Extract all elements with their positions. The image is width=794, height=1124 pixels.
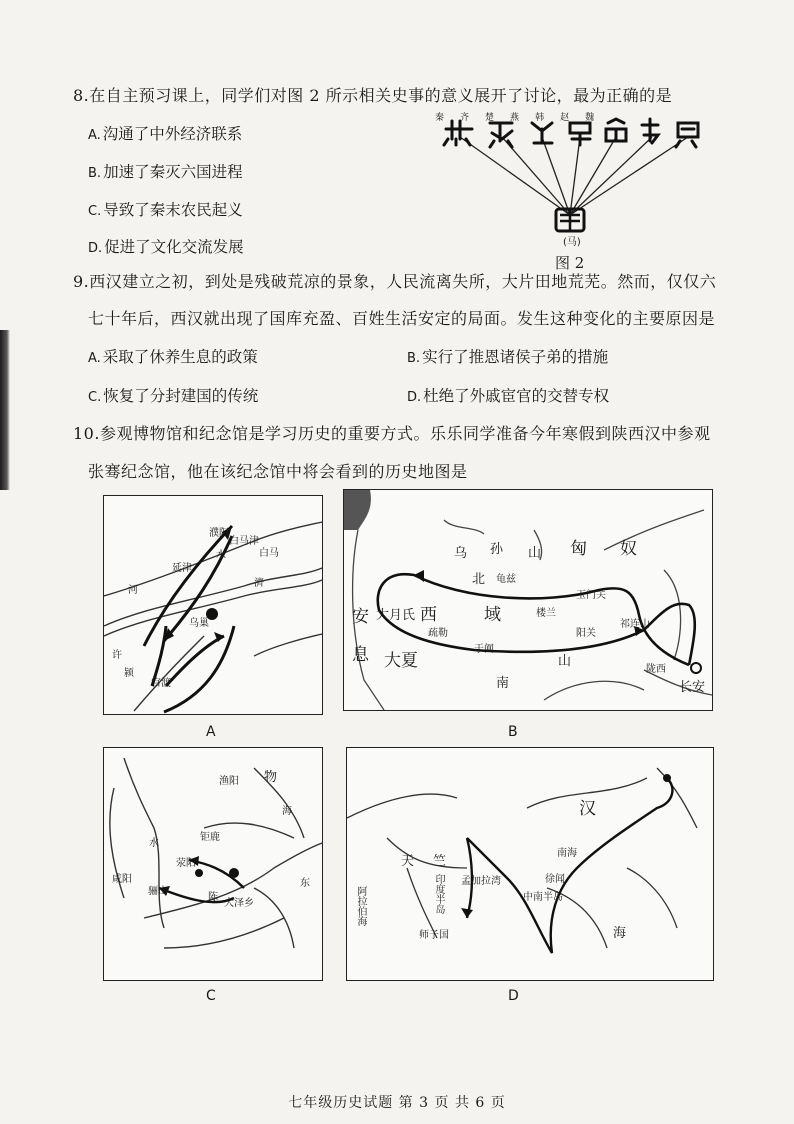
map-b-silk-road[interactable] — [343, 489, 713, 711]
q9-option-c[interactable]: C. 恢复了分封建国的传统 — [88, 387, 259, 405]
map-a-label: 白马津 — [229, 536, 259, 547]
map-b-label: 大月氏 — [376, 608, 416, 623]
map-b-label: 匈 — [570, 539, 587, 559]
figure-2-center-label: (马) — [563, 237, 581, 248]
q8-option-b[interactable]: B. 加速了秦灭六国进程 — [88, 163, 243, 181]
q9-stem-line-2: 七十年后，西汉就出现了国库充盈、百姓生活安定的局面。发生这种变化的主要原因是 — [88, 309, 716, 328]
map-d-label: 中南半岛 — [523, 892, 563, 903]
map-b-label: 玉门关 — [576, 590, 606, 601]
map-b-label: 阳关 — [576, 628, 596, 639]
map-a-caption: A — [206, 724, 216, 740]
map-a-label: 濮阳 — [209, 528, 229, 539]
map-b-label: 祁连山 — [620, 619, 650, 630]
figure-2-state-names: 秦齐楚燕韩赵魏 — [435, 113, 611, 123]
figure-2-seal-script-horse — [430, 105, 710, 275]
map-b-label: 北 — [472, 572, 486, 587]
map-d-label: 竺 — [433, 854, 447, 869]
map-d-label: 阿拉伯海 — [355, 886, 366, 926]
figure-2-caption: 图 2 — [555, 254, 585, 272]
q9-option-a[interactable]: A. 采取了休养生息的政策 — [88, 348, 258, 366]
map-d-label: 汉 — [579, 799, 596, 819]
map-d-label: 南海 — [557, 848, 577, 859]
map-d-label: 印度半岛 — [433, 874, 444, 914]
map-a-label: 白马 — [259, 548, 279, 559]
map-b-label: 息 — [352, 645, 369, 665]
map-b-label: 孙 — [490, 542, 504, 557]
map-b-label: 大夏 — [384, 651, 418, 671]
q8-stem: 8.在自主预习课上，同学们对图 2 所示相关史事的意义展开了讨论，最为正确的是 — [73, 86, 673, 105]
map-b-label: 安 — [352, 607, 369, 627]
map-b-label: 西 — [420, 605, 437, 625]
map-a-label: 延津 — [172, 563, 192, 574]
map-b-label: 山 — [558, 654, 572, 669]
map-d-maritime-route[interactable] — [346, 747, 714, 981]
q8-option-a[interactable]: A. 沟通了中外经济联系 — [88, 125, 243, 143]
map-c-label: 骊山 — [148, 886, 168, 897]
map-b-label: 楼兰 — [536, 608, 556, 619]
map-c-label: 物 — [264, 770, 278, 785]
q9-stem-line-1: 9.西汉建立之初，到处是残破荒凉的景象，人民流离失所，大片田地荒芜。然而，仅仅六 — [73, 272, 717, 291]
page-binding-shadow — [0, 330, 10, 490]
q8-option-d[interactable]: D. 促进了文化交流发展 — [88, 238, 244, 256]
map-b-label: 南 — [496, 676, 510, 691]
map-a-label: 水 — [216, 550, 226, 561]
map-b-label: 龟兹 — [496, 574, 516, 585]
map-b-label: 疏勒 — [428, 628, 448, 639]
map-b-label: 陇西 — [646, 664, 666, 675]
map-c-label: 海 — [282, 806, 292, 817]
map-b-label: 于阗 — [474, 644, 494, 655]
q9-option-d[interactable]: D. 杜绝了外戚宦官的交替专权 — [407, 387, 610, 405]
map-d-label: 天 — [401, 854, 415, 869]
map-c-label: 大泽乡 — [224, 898, 254, 909]
map-b-label: 山 — [528, 546, 542, 561]
map-a-label: 许 — [112, 650, 122, 661]
map-c-label: 陈 — [208, 892, 218, 903]
map-a-label: 官渡 — [151, 678, 171, 689]
map-c-caption: C — [206, 988, 216, 1004]
map-c-label: 钜鹿 — [200, 832, 220, 843]
map-c-qin-uprising[interactable] — [103, 747, 323, 981]
map-d-label: 师子国 — [419, 930, 449, 941]
map-c-label: 渔阳 — [219, 776, 239, 787]
map-a-guandu[interactable] — [103, 495, 323, 715]
map-a-label: 濟 — [254, 578, 264, 589]
map-b-caption: B — [508, 724, 518, 740]
map-c-label: 水 — [149, 838, 159, 849]
map-a-label: 乌巢 — [189, 618, 209, 629]
map-c-label: 东 — [300, 878, 310, 889]
map-d-label: 孟加拉湾 — [461, 876, 501, 887]
q9-option-b[interactable]: B. 实行了推恩诸侯子弟的措施 — [407, 348, 609, 366]
map-a-label: 颍 — [124, 668, 134, 679]
map-d-caption: D — [508, 988, 519, 1004]
map-b-label: 长安 — [679, 680, 706, 695]
map-c-label: 咸阳 — [112, 874, 132, 885]
map-b-label: 域 — [484, 605, 501, 625]
map-b-label: 奴 — [620, 539, 637, 559]
q10-stem-line-1: 10.参观博物馆和纪念馆是学习历史的重要方式。乐乐同学准备今年寒假到陕西汉中参观 — [73, 424, 711, 443]
page-footer: 七年级历史试题 第 3 页 共 6 页 — [288, 1095, 506, 1111]
map-d-label: 海 — [613, 926, 627, 941]
map-c-label: 荥阳 — [176, 858, 196, 869]
map-a-label: 河 — [128, 585, 138, 596]
map-b-label: 乌 — [454, 546, 468, 561]
q10-stem-line-2: 张骞纪念馆，他在该纪念馆中将会看到的历史地图是 — [88, 462, 468, 481]
q8-option-c[interactable]: C. 导致了秦末农民起义 — [88, 201, 243, 219]
map-d-label: 徐闻 — [545, 874, 565, 885]
